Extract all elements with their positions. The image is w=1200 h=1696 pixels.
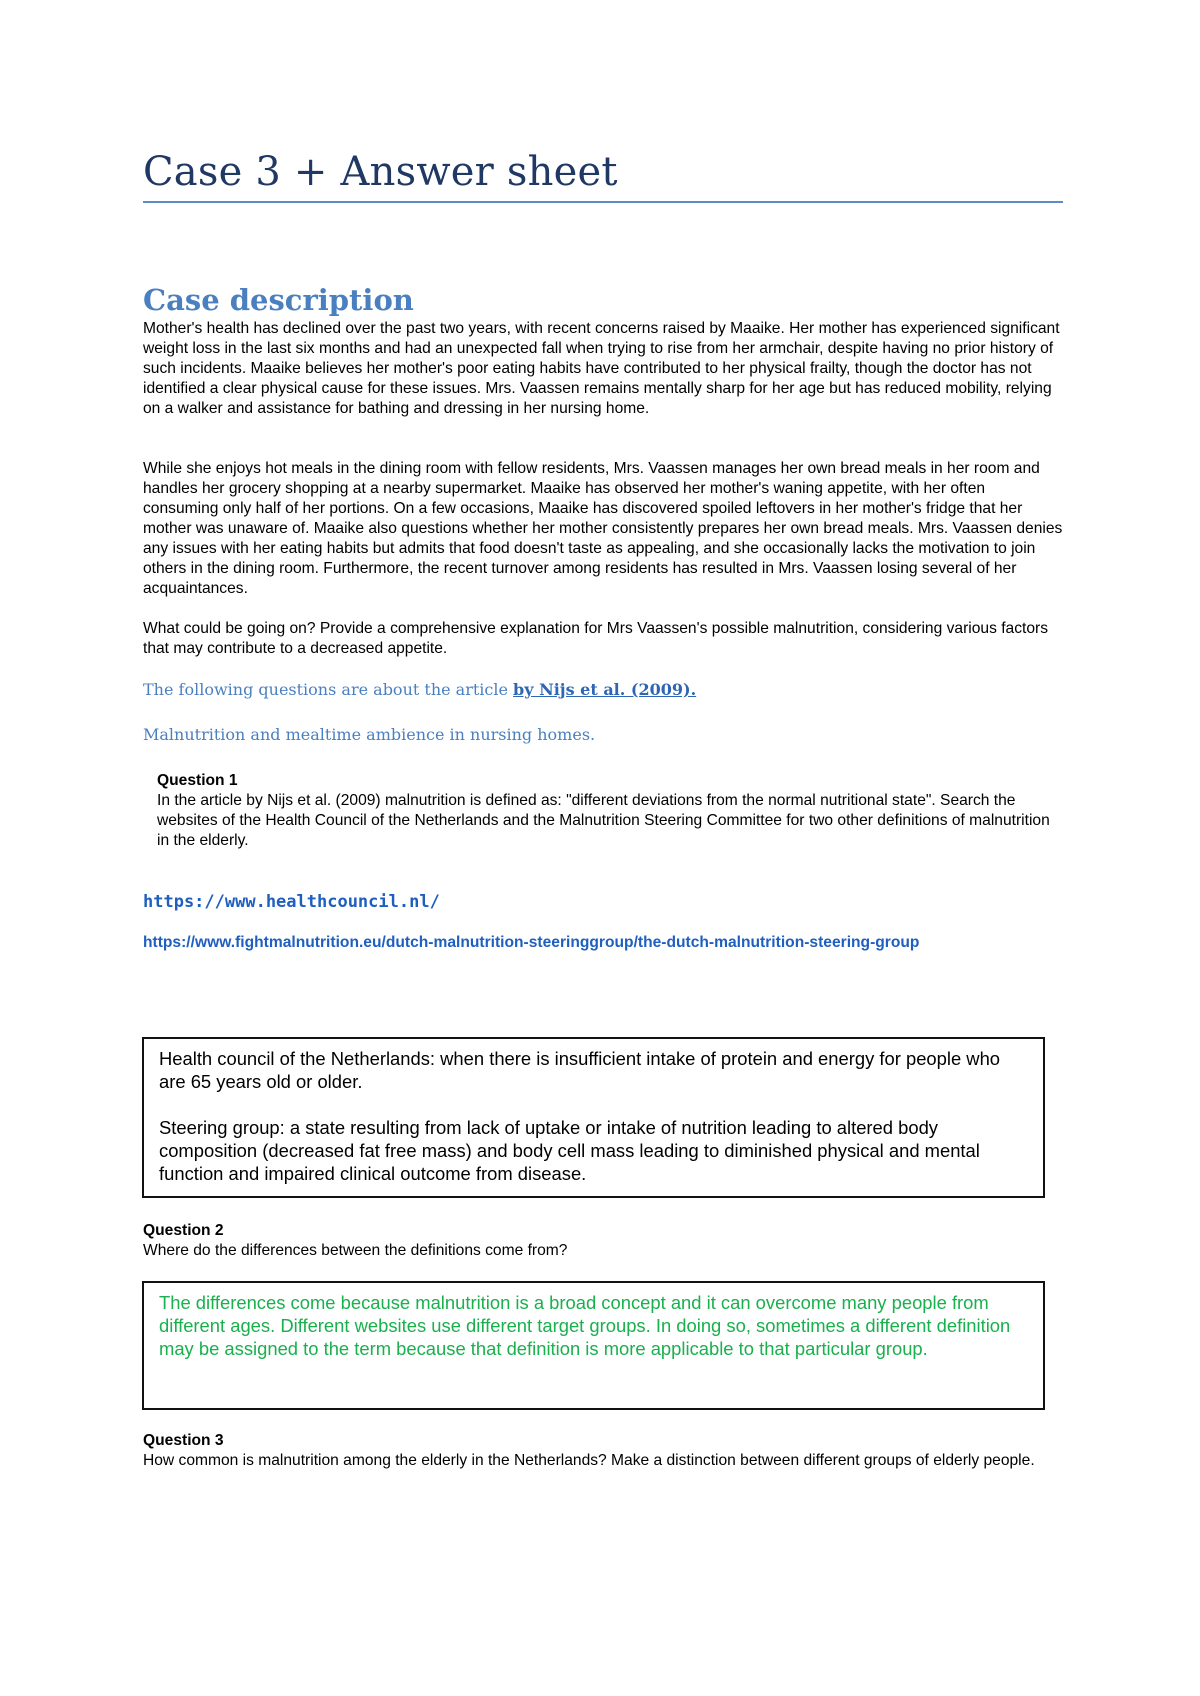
question-1-label: Question 1	[157, 772, 238, 789]
title-underline	[143, 201, 1063, 203]
answer-1-steering-group: Steering group: a state resulting from lack of uptake or intake of nutrition leading to altered body composition (decreased fat free mass) and body cell mass leading to diminished physical and mental function and impaired clinical outcome from disease.	[159, 1117, 980, 1184]
question-3-text: How common is malnutrition among the elderly in the Netherlands? Make a distinction between different groups of elderly people.	[143, 1452, 1035, 1469]
case-paragraph-2: While she enjoys hot meals in the dining room with fellow residents, Mrs. Vaassen manages her own bread meals in her room and handles her grocery shopping at a nearby supermarket. Maaike has observed her mother's waning appetite, with her often consuming only half of her portions. On a few occasions, Maaike has discovered spoiled leftovers in her mother's fridge that her mother was unaware of. Maaike also questions whether her mother consistently prepares her own bread meals. Mrs. Vaassen denies any issues with her eating habits but admits that food doesn't taste as appealing, and she occasionally lacks the motivation to join others in the dining room. Furthermore, the recent turnover among residents has resulted in Mrs. Vaassen losing several of her acquaintances.	[143, 460, 1063, 597]
article-link[interactable]: by Nijs et al. (2009).	[513, 680, 697, 699]
case-paragraph-1: Mother's health has declined over the past two years, with recent concerns raised by Maaike. Her mother has experienced significant weight loss in the last six months and had an unexpected fall when trying to rise from her armchair, despite having no prior history of such incidents. Maaike believes her mother's poor eating habits have contributed to her physical frailty, though the doctor has not identified a clear physical cause for these issues. Mrs. Vaassen remains mentally sharp for her age but has reduced mobility, relying on a walker and assistance for bathing and dressing in her nursing home.	[143, 320, 1060, 417]
answer-2-text: The differences come because malnutrition is a broad concept and it can overcome many people from different ages. Different websites use different target groups. In doing so, sometimes a different definition may be assigned to the term because that definition is more applicable to that particular group.	[159, 1292, 1011, 1359]
question-2-label: Question 2	[143, 1222, 224, 1239]
case-description-heading: Case description	[143, 283, 414, 317]
question-1-text: In the article by Nijs et al. (2009) malnutrition is defined as: "different deviations from the normal nutritional state". Search the websites of the Health Council of the Netherlands and the Malnutrition Steering Committee for two other definitions of malnutrition in the elderly.	[157, 792, 1050, 849]
page-title: Case 3 + Answer sheet	[143, 149, 618, 195]
health-council-link[interactable]: https://www.healthcouncil.nl/	[143, 892, 440, 912]
answer-1-health-council: Health council of the Netherlands: when there is insufficient intake of protein and energy for people who are 65 years old or older.	[159, 1048, 1001, 1092]
question-2-text: Where do the differences between the definitions come from?	[143, 1242, 568, 1259]
case-question: What could be going on? Provide a comprehensive explanation for Mrs Vaassen's possible malnutrition, considering various factors that may contribute to a decreased appetite.	[143, 620, 1049, 657]
steering-group-link[interactable]: https://www.fightmalnutrition.eu/dutch-malnutrition-steeringgroup/the-dutch-malnutrition-steering-group	[143, 934, 920, 951]
question-3-label: Question 3	[143, 1432, 224, 1449]
answer-2-box[interactable]	[142, 1281, 1045, 1410]
article-title: Malnutrition and mealtime ambience in nursing homes.	[143, 725, 596, 744]
article-intro-text: The following questions are about the article	[143, 680, 508, 699]
answer-1-box[interactable]	[142, 1037, 1045, 1198]
article-intro-line	[143, 679, 696, 701]
